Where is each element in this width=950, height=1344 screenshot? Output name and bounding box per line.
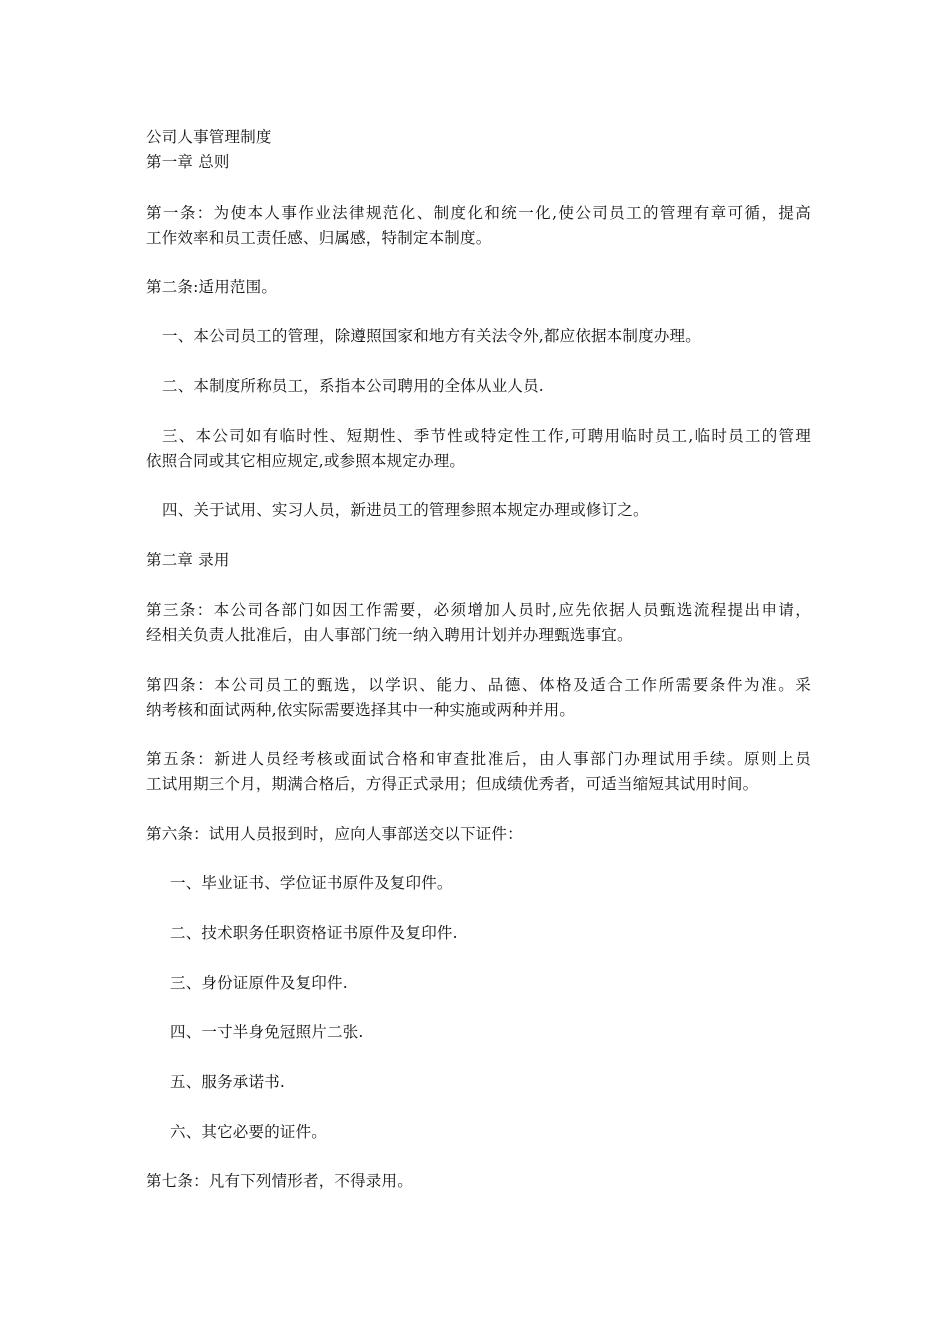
article-5-line-2: 工试用期三个月，期满合格后，方得正式录用；但成绩优秀者，可适当缩短其试用时间。	[146, 775, 759, 793]
article-6-item-3: 三、身份证原件及复印件.	[170, 974, 348, 992]
article-6-item-4: 四、一寸半身免冠照片二张.	[170, 1023, 364, 1041]
article-3-line-2: 经相关负责人批准后，由人事部门统一纳入聘用计划并办理甄选事宜。	[146, 626, 633, 644]
article-1-line-2: 工作效率和员工责任感、归属感，特制定本制度。	[146, 229, 492, 247]
article-6-item-6: 六、其它必要的证件。	[170, 1123, 328, 1141]
article-2-item-3-line-1: 三、本公司如有临时性、短期性、季节性或特定性工作,可聘用临时员工,临时员工的管理	[162, 427, 811, 445]
article-2-item-3-line-2: 依照合同或其它相应规定,或参照本规定办理。	[146, 452, 466, 470]
article-2-item-1: 一、本公司员工的管理，除遵照国家和地方有关法令外,都应依据本制度办理。	[162, 327, 701, 345]
chapter-2-heading: 第二章 录用	[146, 551, 230, 569]
article-3-line-1: 第三条：本公司各部门如因工作需要，必须增加人员时,应先依据人员甄选流程提出申请，	[146, 601, 811, 619]
article-4-line-1: 第四条：本公司员工的甄选，以学识、能力、品德、体格及适合工作所需要条件为准。采	[146, 676, 811, 694]
document-title: 公司人事管理制度	[146, 128, 272, 146]
article-5-line-1: 第五条：新进人员经考核或面试合格和审查批准后，由人事部门办理试用手续。原则上员	[146, 750, 811, 768]
article-7-heading: 第七条：凡有下列情形者，不得录用。	[146, 1172, 413, 1190]
article-6-item-2: 二、技术职务任职资格证书原件及复印件.	[170, 924, 458, 942]
article-6-heading: 第六条：试用人员报到时，应向人事部送交以下证件：	[146, 825, 523, 843]
chapter-1-heading: 第一章 总则	[146, 153, 230, 171]
article-2-heading: 第二条:适用范围。	[146, 278, 278, 296]
article-4-line-2: 纳考核和面试两种,依实际需要选择其中一种实施或两种并用。	[146, 701, 576, 719]
article-2-item-4: 四、关于试用、实习人员，新进员工的管理参照本规定办理或修订之。	[162, 501, 649, 519]
article-2-item-2: 二、本制度所称员工，系指本公司聘用的全体从业人员.	[162, 377, 544, 395]
article-6-item-1: 一、毕业证书、学位证书原件及复印件。	[170, 874, 453, 892]
article-1-line-1: 第一条：为使本人事作业法律规范化、制度化和统一化,使公司员工的管理有章可循，提高	[146, 204, 811, 222]
article-6-item-5: 五、服务承诺书.	[170, 1073, 286, 1091]
